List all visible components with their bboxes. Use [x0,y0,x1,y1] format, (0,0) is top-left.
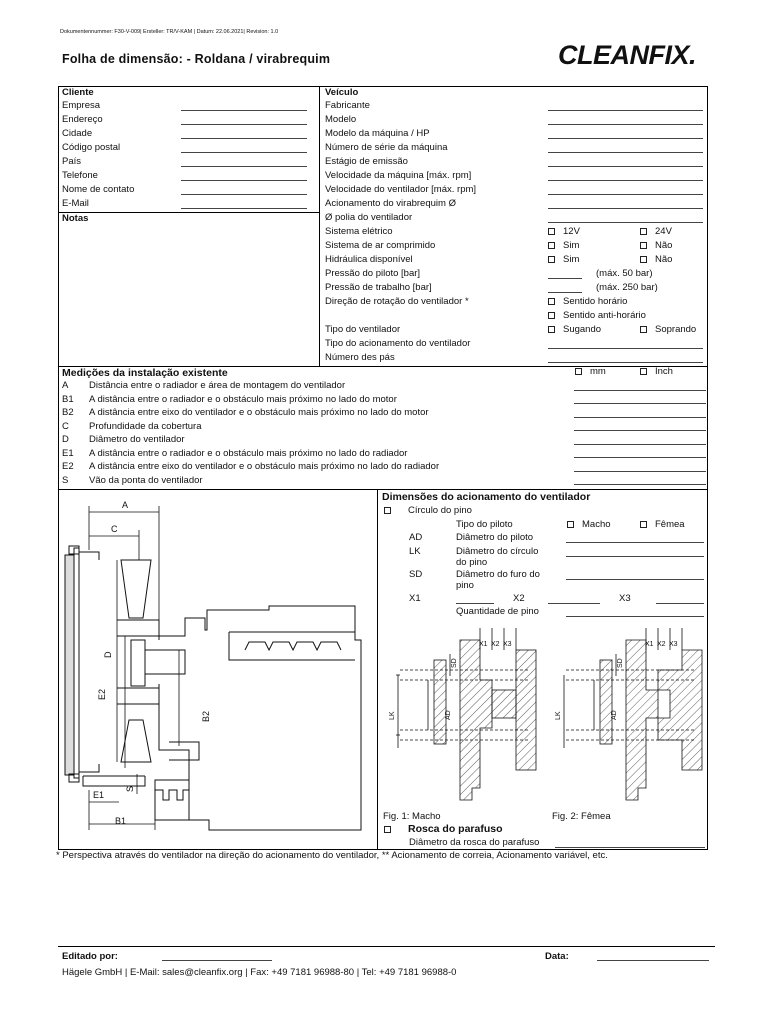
fig1-x3-label: X3 [503,641,512,648]
installation-diagram [59,490,377,848]
data-input[interactable] [597,960,709,961]
email-input[interactable] [181,208,307,209]
numero-pas-label: Número des pás [325,352,395,363]
list-item: E1 A distância entre o radiador e o obstáculo mais próximo no lado do radiador [62,447,408,459]
velocidade-maquina-label: Velocidade da máquina [máx. rpm] [325,170,472,181]
checkbox-icon [548,298,555,305]
numero-serie-input[interactable] [548,152,703,153]
numero-pas-input[interactable] [548,362,703,363]
pais-input[interactable] [181,166,307,167]
medicao-d-input[interactable] [574,444,706,445]
fig2-drawing [564,628,702,800]
rosca-diametro-label: Diâmetro da rosca do parafuso [409,837,540,848]
quantidade-pino-input[interactable] [566,616,704,617]
modelo-label: Modelo [325,114,357,125]
rosca-option[interactable]: Rosca do parafuso [384,823,503,835]
fig1-caption: Fig. 1: Macho [383,811,441,822]
list-item: A Distância entre o radiador e área de montagem do ventilador [62,380,346,391]
field-email-label: E-Mail [62,198,89,209]
sd-text-1: Diâmetro do furo do [456,569,540,580]
circulo-pino-option[interactable]: Círculo do pino [384,505,472,517]
unit-inch-option[interactable]: Inch [640,366,673,378]
x2-label: X2 [513,593,525,604]
editado-label: Editado por: [62,951,118,962]
veiculo-heading: Veículo [325,87,359,98]
macho-option[interactable]: Macho [567,519,611,531]
fig1-lk-label: LK [389,711,396,720]
fig2-x3-label: X3 [669,641,678,648]
modelo-maquina-label: Modelo da máquina / HP [325,128,430,139]
medicao-e2-input[interactable] [574,471,706,472]
list-item: B2 A distância entre eixo do ventilador e o obstáculo mais próximo no lado do motor [62,407,429,418]
acionamento-heading: Dimensões do acionamento do ventilador [382,491,591,503]
fig2-x2-label: X2 [657,641,666,648]
medicao-e1-input[interactable] [574,457,706,458]
sistema-12v-option[interactable]: 12V [548,226,580,238]
fig2-sd-label: SD [617,658,624,668]
x1-label: X1 [409,593,421,604]
ad-text: Diâmetro do piloto [456,532,534,543]
pressao-trabalho-input[interactable] [548,292,582,293]
fig2-ad-label: AD [611,710,618,720]
lk-code: LK [409,546,421,557]
checkbox-icon [548,256,555,263]
dim-label-d: D [103,651,113,658]
x3-label: X3 [619,593,631,604]
list-item: C Profundidade da cobertura [62,420,202,432]
checkbox-icon [640,256,647,263]
telefone-input[interactable] [181,180,307,181]
tipo-piloto-label: Tipo do piloto [456,519,513,530]
medicoes-heading: Medições da instalação existente [62,367,228,379]
field-nome-contato-label: Nome de contato [62,184,135,195]
femea-option[interactable]: Fêmea [640,519,685,531]
medicao-a-input[interactable] [574,390,706,391]
dim-label-a: A [122,500,129,510]
field-cidade-label: Cidade [62,128,93,139]
dim-label-e2: E2 [97,688,107,700]
checkbox-icon [384,826,391,833]
fig1-drawing [396,628,536,800]
lk-input[interactable] [566,556,704,557]
polia-ventilador-input[interactable] [548,222,703,223]
flange-diagrams [380,620,706,810]
medicao-c-input[interactable] [574,430,706,431]
fig1-ad-label: AD [445,710,452,720]
checkbox-icon [548,312,555,319]
hidraulica-sim-option[interactable]: Sim [548,254,579,266]
fig1-sd-label: SD [451,658,458,668]
x1-input[interactable] [456,603,494,604]
sentido-horario-option[interactable]: Sentido horário [548,296,627,308]
dim-label-b1: B1 [115,816,127,826]
ar-sim-option[interactable]: Sim [548,240,579,252]
notas-area[interactable] [60,226,316,364]
ad-code: AD [409,532,423,543]
lk-text-2: do pino [456,557,488,568]
list-item: D Diâmetro do ventilador [62,434,185,445]
document-meta: Dokumentennummer: F30-V-009| Ersteller: TR/V-KAM | Datum: 22.06.2021| Revision: 1.0 [60,29,279,35]
x2-input[interactable] [548,603,600,604]
field-pais-label: País [62,156,82,167]
dim-label-s: S [125,785,135,792]
fig2-x1-label: X1 [645,641,654,648]
numero-serie-label: Número de série da máquina [325,142,448,153]
acionamento-virabrequim-label: Acionamento do virabrequim Ø [325,198,456,209]
checkbox-icon [384,507,391,514]
checkbox-icon [640,228,647,235]
x3-input[interactable] [656,603,704,604]
notas-heading: Notas [62,213,89,224]
polia-ventilador-label: Ø polia do ventilador [325,212,413,223]
estagio-emissao-label: Estágio de emissão [325,156,408,167]
ar-comprimido-label: Sistema de ar comprimido [325,240,436,251]
dim-label-e1: E1 [93,790,105,800]
medicao-b1-input[interactable] [574,403,706,404]
quantidade-pino-label: Quantidade de pino [456,606,539,617]
sugando-option[interactable]: Sugando [548,324,601,336]
checkbox-icon [548,326,555,333]
checkbox-icon [548,242,555,249]
list-item: B1 A distância entre o radiador e o obstáculo mais próximo no lado do motor [62,393,397,405]
tipo-ventilador-label: Tipo do ventilador [325,324,401,335]
footnote: * Perspectiva através do ventilador na direção do acionamento do ventilador, ** Acionamento de correia, Acionamento variável, etc. [56,850,608,861]
acionamento-virabrequim-input[interactable] [548,208,703,209]
modelo-input[interactable] [548,124,703,125]
field-codigo-postal-label: Código postal [62,142,121,153]
sd-input[interactable] [566,579,704,580]
direcao-rotacao-label: Direção de rotação do ventilador * [325,296,469,307]
unit-mm-option[interactable]: mm [575,366,606,378]
fabricante-input[interactable] [548,110,703,111]
nome-contato-input[interactable] [181,194,307,195]
checkbox-icon [640,521,647,528]
sd-text-2: pino [456,580,474,591]
fig2-lk-label: LK [555,711,562,720]
tipo-acionamento-input[interactable] [548,348,703,349]
sistema-24v-option[interactable]: 24V [640,226,672,238]
checkbox-icon [640,368,647,375]
checkbox-icon [640,242,647,249]
rosca-diametro-input[interactable] [555,847,705,848]
pressao-piloto-label: Pressão do piloto [bar] [325,268,421,279]
checkbox-icon [548,228,555,235]
fabricante-label: Fabricante [325,100,370,111]
dim-label-b2: B2 [201,710,211,722]
ad-input[interactable] [566,542,704,543]
velocidade-ventilador-label: Velocidade do ventilador [máx. rpm] [325,184,477,195]
page-title: Folha de dimensão: - Roldana / virabrequim [62,52,331,66]
fig1-x2-label: X2 [491,641,500,648]
medicao-s-input[interactable] [574,484,706,485]
empresa-input[interactable] [181,110,307,111]
field-endereco-label: Endereço [62,114,103,125]
company-info: Hägele GmbH | E-Mail: sales@cleanfix.org | Fax: +49 7181 96988-80 | Tel: +49 7181 96988-0 [62,967,457,978]
hidraulica-label: Hidráulica disponível [325,254,413,265]
cleanfix-logo: CLEANFIX. [558,40,697,70]
velocidade-maquina-input[interactable] [548,180,703,181]
pressao-piloto-note: (máx. 50 bar) [596,268,653,279]
sistema-eletrico-label: Sistema elétrico [325,226,393,237]
cidade-input[interactable] [181,138,307,139]
pressao-piloto-input[interactable] [548,278,582,279]
field-telefone-label: Telefone [62,170,98,181]
list-item: S Vão da ponta do ventilador [62,474,203,486]
sentido-anti-horario-option[interactable]: Sentido anti-horário [548,310,646,322]
fig2-caption: Fig. 2: Fêmea [552,811,611,822]
sd-code: SD [409,569,423,580]
endereco-input[interactable] [181,124,307,125]
checkbox-icon [575,368,582,375]
field-empresa-label: Empresa [62,100,101,111]
medicao-b2-input[interactable] [574,417,706,418]
checkbox-icon [567,521,574,528]
velocidade-ventilador-input[interactable] [548,194,703,195]
fig1-x1-label: X1 [479,641,488,648]
data-label: Data: [545,951,569,962]
editado-input[interactable] [162,960,272,961]
soprando-option[interactable]: Soprando [640,324,696,336]
pressao-trabalho-label: Pressão de trabalho [bar] [325,282,432,293]
tipo-acionamento-label: Tipo do acionamento do ventilador [325,338,471,349]
list-item: E2 A distância entre eixo do ventilador e o obstáculo mais próximo no lado do radiador [62,461,440,472]
ar-nao-option[interactable]: Não [640,240,672,252]
cliente-heading: Cliente [62,87,94,98]
checkbox-icon [640,326,647,333]
modelo-maquina-input[interactable] [548,138,703,139]
codigo-postal-input[interactable] [181,152,307,153]
pressao-trabalho-note: (máx. 250 bar) [596,282,658,293]
hidraulica-nao-option[interactable]: Não [640,254,672,266]
lk-text-1: Diâmetro do círculo [456,546,539,557]
estagio-emissao-input[interactable] [548,166,703,167]
dim-label-c: C [111,524,118,534]
